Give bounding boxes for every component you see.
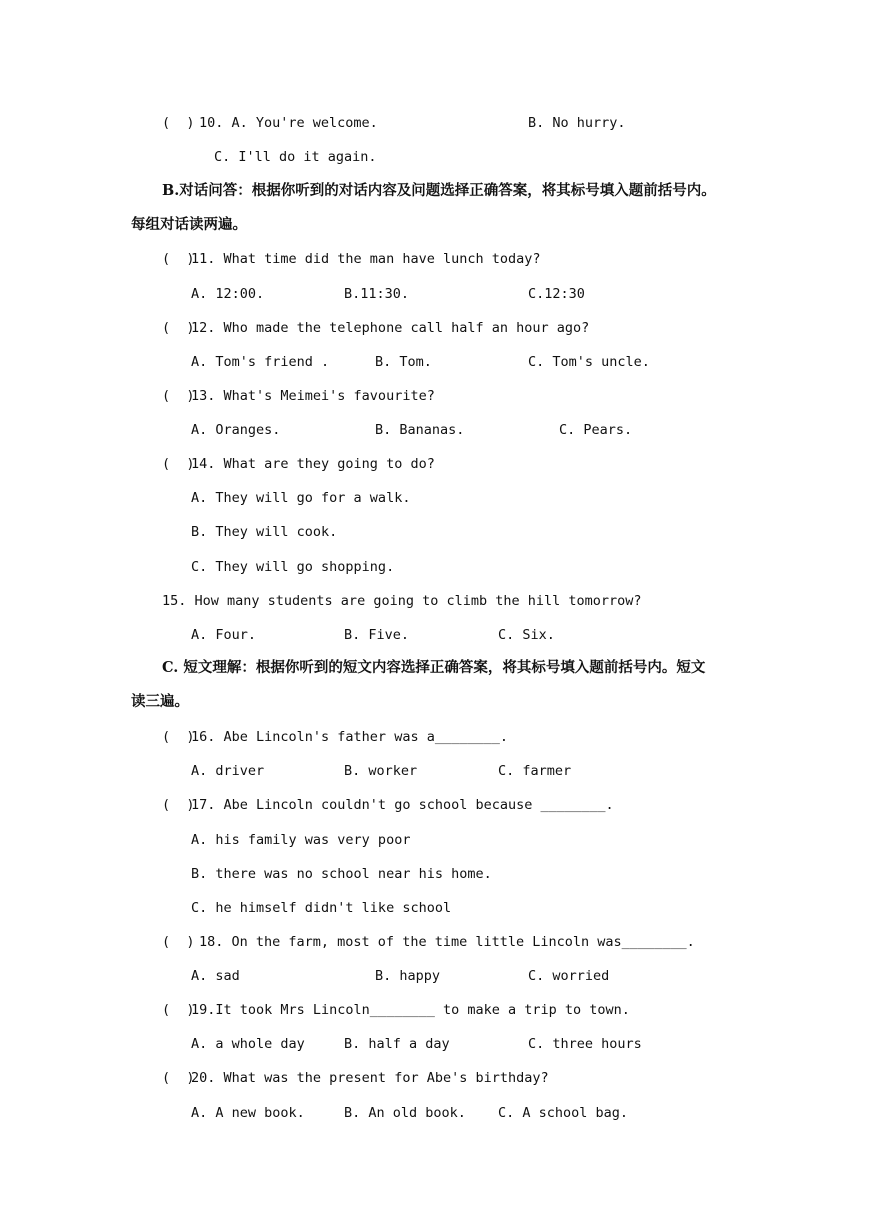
- q14-stem: 14. What are they going to do?: [191, 456, 435, 472]
- q19-option-a: A. a whole day: [191, 1036, 305, 1052]
- q20-paren: ( ): [162, 1070, 195, 1086]
- q18-option-b: B. happy: [375, 968, 441, 984]
- q14-option-b: B. They will cook.: [191, 524, 338, 540]
- q20-option-b: B. An old book.: [344, 1105, 466, 1121]
- q12-stem: 12. Who made the telephone call half an hour ago?: [191, 320, 590, 336]
- q18-option-a: A. sad: [191, 968, 240, 984]
- q17-option-a: A. his family was very poor: [191, 832, 411, 848]
- q11-paren: ( ): [162, 251, 195, 267]
- q12-option-a: A. Tom's friend .: [191, 354, 330, 370]
- q16-option-c: C. farmer: [498, 763, 572, 779]
- q17-paren: ( ): [162, 797, 195, 813]
- q16-paren: ( ): [162, 729, 195, 745]
- q13-option-a: A. Oranges.: [191, 422, 281, 438]
- q16-option-b: B. worker: [344, 763, 418, 779]
- q20-option-c: C. A school bag.: [498, 1105, 629, 1121]
- q18-paren: ( ): [162, 934, 195, 950]
- q15-option-b: B. Five.: [344, 627, 410, 643]
- q20-stem: 20. What was the present for Abe's birthday?: [191, 1070, 549, 1086]
- q15-stem: 15. How many students are going to climb the hill tomorrow?: [162, 593, 642, 609]
- q17-option-b: B. there was no school near his home.: [191, 866, 492, 882]
- q12-option-b: B. Tom.: [375, 354, 432, 370]
- q18-stem: 18. On the farm, most of the time little Lincoln was________.: [199, 934, 695, 950]
- section-b-instruction-cont: 每组对话读两遍。: [131, 216, 247, 233]
- q17-stem: 17. Abe Lincoln couldn't go school because ________.: [191, 797, 614, 813]
- q10-stem: 10. A. You're welcome.: [199, 115, 378, 131]
- q15-option-a: A. Four.: [191, 627, 257, 643]
- section-b-instruction: B.对话问答：根据你听到的对话内容及问题选择正确答案，将其标号填入题前括号内。: [162, 182, 716, 199]
- q11-option-b: B.11:30.: [344, 286, 410, 302]
- q15-option-c: C. Six.: [498, 627, 555, 643]
- q20-option-a: A. A new book.: [191, 1105, 305, 1121]
- q11-stem: 11. What time did the man have lunch today?: [191, 251, 541, 267]
- q13-paren: ( ): [162, 388, 195, 404]
- q13-option-b: B. Bananas.: [375, 422, 465, 438]
- q10-option-c: C. I'll do it again.: [214, 149, 377, 165]
- q19-option-c: C. three hours: [528, 1036, 642, 1052]
- q13-option-c: C. Pears.: [559, 422, 633, 438]
- q12-option-c: C. Tom's uncle.: [528, 354, 650, 370]
- section-c-instruction: C. 短文理解：根据你听到的短文内容选择正确答案，将其标号填入题前括号内。短文: [162, 659, 706, 676]
- q14-option-a: A. They will go for a walk.: [191, 490, 411, 506]
- q11-option-c: C.12:30: [528, 286, 585, 302]
- q13-stem: 13. What's Meimei's favourite?: [191, 388, 435, 404]
- q16-stem: 16. Abe Lincoln's father was a________.: [191, 729, 508, 745]
- q16-option-a: A. driver: [191, 763, 265, 779]
- q19-stem: 19.It took Mrs Lincoln________ to make a trip to town.: [191, 1002, 630, 1018]
- q11-option-a: A. 12:00.: [191, 286, 265, 302]
- q10-option-b: B. No hurry.: [528, 115, 626, 131]
- q14-paren: ( ): [162, 456, 195, 472]
- q14-option-c: C. They will go shopping.: [191, 559, 395, 575]
- q19-option-b: B. half a day: [344, 1036, 450, 1052]
- q18-option-c: C. worried: [528, 968, 610, 984]
- q17-option-c: C. he himself didn't like school: [191, 900, 452, 916]
- q10-paren: ( ): [162, 115, 195, 131]
- q12-paren: ( ): [162, 320, 195, 336]
- section-c-instruction-cont: 读三遍。: [131, 693, 189, 710]
- q19-paren: ( ): [162, 1002, 195, 1018]
